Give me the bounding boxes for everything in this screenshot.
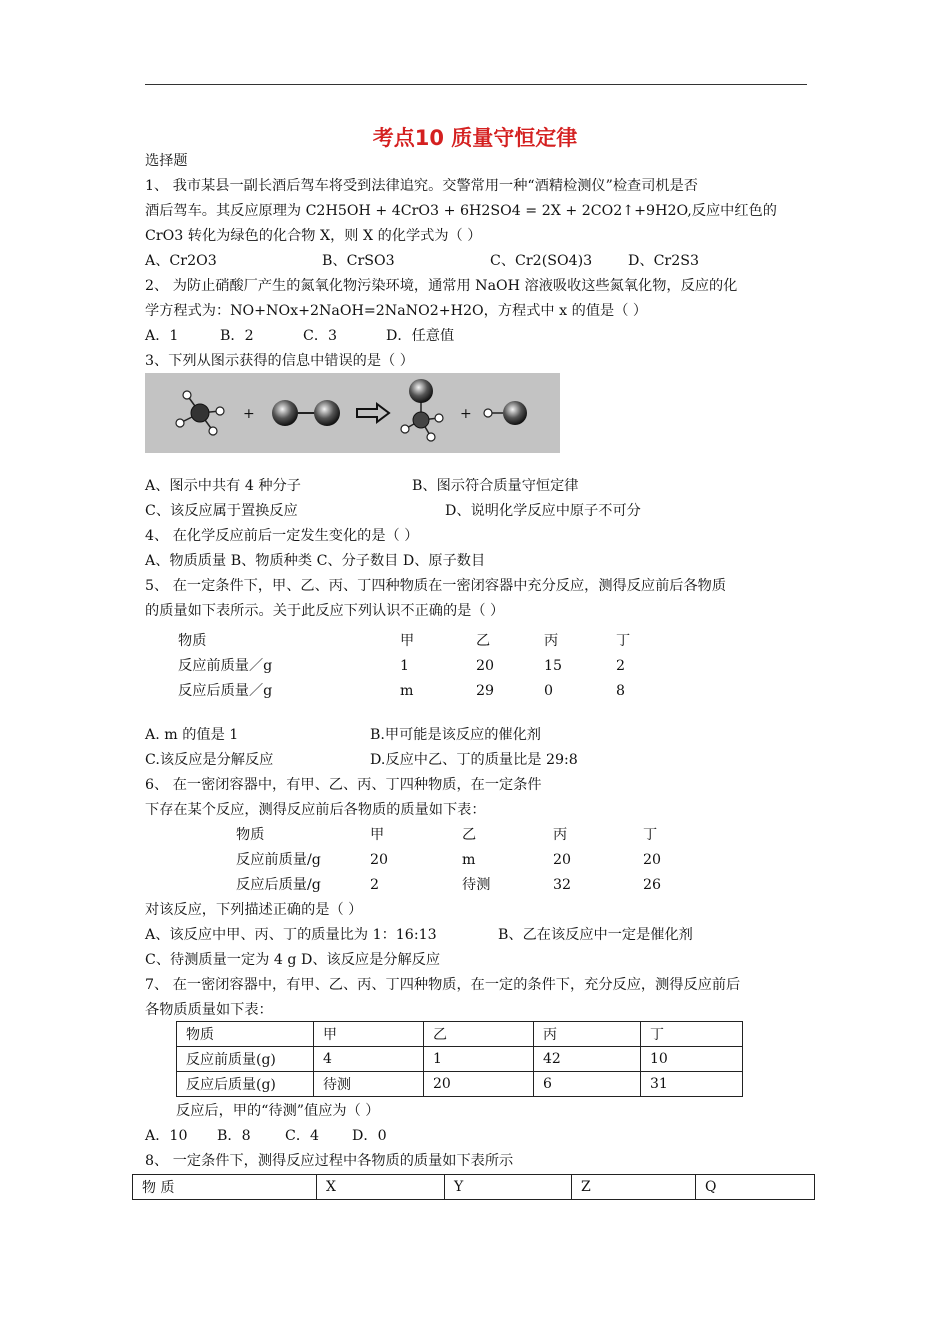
molecule-reaction-diagram — [145, 373, 560, 453]
q5-line1: 5、 在一定条件下，甲、乙、丙、丁四种物质在一密闭容器中充分反应，测得反应前后各物质 — [145, 578, 727, 594]
svg-text:+: + — [460, 406, 472, 422]
table-cell: 物质 — [178, 633, 207, 649]
q6-options-cd: C、待测质量一定为 4 g D、该反应是分解反应 — [145, 952, 441, 968]
q1-line1: 1、 我市某县一副长酒后驾车将受到法律追究。交警常用一种“酒精检测仪”检查司机是否 — [145, 178, 698, 194]
q3-option-a: A、图示中共有 4 种分子 — [145, 478, 301, 494]
q5-option-a: A. m 的值是 1 — [145, 727, 239, 743]
table-cell: 物质 — [236, 827, 265, 843]
table-cell: 丙 — [544, 633, 559, 649]
table-cell: 丁 — [641, 1022, 743, 1047]
table-cell: 6 — [534, 1072, 641, 1097]
table-cell: 2 — [616, 658, 626, 674]
table-cell: 乙 — [462, 827, 477, 843]
q1-option-c: C、Cr2(SO4)3 — [490, 253, 593, 269]
q6-option-b: B、乙在该反应中一定是催化剂 — [498, 927, 693, 943]
q7-line3: 反应后，甲的“待测”值应为（ ） — [176, 1103, 380, 1119]
table-cell: 反应前质量/g — [236, 852, 321, 868]
table-row — [177, 1022, 743, 1047]
table-cell: 物 质 — [133, 1175, 317, 1200]
table-cell: 2 — [370, 877, 380, 893]
table-cell: 待测 — [462, 877, 491, 893]
table-cell: 20 — [424, 1072, 534, 1097]
table-row — [177, 1072, 743, 1097]
table-cell: 乙 — [476, 633, 491, 649]
table-row — [133, 1175, 815, 1200]
q1-line2: 酒后驾车。其反应原理为 C2H5OH + 4CrO3 + 6H2SO4 = 2X + 2CO2↑+9H2O,反应中红色的 — [145, 203, 777, 219]
table-cell: 15 — [544, 658, 563, 674]
table-cell: 丙 — [553, 827, 568, 843]
table-cell: 31 — [641, 1072, 743, 1097]
table-cell: 甲 — [370, 827, 385, 843]
q6-line3: 对该反应，下列描述正确的是（ ） — [145, 902, 363, 918]
q6-line2: 下存在某个反应，测得反应前后各物质的质量如下表： — [145, 802, 486, 818]
table-cell: 32 — [553, 877, 572, 893]
q7-table — [176, 1021, 743, 1097]
table-cell: 4 — [314, 1047, 424, 1072]
table-cell: 反应后质量／g — [178, 683, 273, 699]
q2-option-c: C．3 — [303, 328, 338, 344]
table-cell: 1 — [424, 1047, 534, 1072]
table-cell: 反应后质量(g) — [177, 1072, 314, 1097]
q1-option-a: A、Cr2O3 — [145, 253, 217, 269]
table-cell: 10 — [641, 1047, 743, 1072]
q5-option-b: B.甲可能是该反应的催化剂 — [370, 727, 541, 743]
q7-option-c: C．4 — [285, 1128, 320, 1144]
table-cell: 待测 — [314, 1072, 424, 1097]
q7-option-d: D．0 — [352, 1128, 387, 1144]
q1-option-d: D、Cr2S3 — [628, 253, 699, 269]
q7-option-b: B．8 — [217, 1128, 251, 1144]
table-cell: 29 — [476, 683, 495, 699]
q4-stem: 4、 在化学反应前后一定发生变化的是（ ） — [145, 528, 419, 544]
q3-stem: 3、下列从图示获得的信息中错误的是（ ） — [145, 353, 414, 369]
table-cell: 26 — [643, 877, 662, 893]
table-cell: m — [400, 683, 414, 699]
table-cell: 20 — [476, 658, 495, 674]
table-row — [177, 1047, 743, 1072]
q7-option-a: A．10 — [145, 1128, 188, 1144]
table-cell: 甲 — [314, 1022, 424, 1047]
table-cell: 甲 — [400, 633, 415, 649]
table-cell: 丁 — [643, 827, 658, 843]
q1-line3: CrO3 转化为绿色的化合物 X，则 X 的化学式为（ ） — [145, 228, 482, 244]
table-cell: 反应前质量(g) — [177, 1047, 314, 1072]
table-cell: Q — [696, 1175, 815, 1200]
table-cell: m — [462, 852, 476, 868]
table-cell: 丁 — [616, 633, 631, 649]
table-cell: 丙 — [534, 1022, 641, 1047]
q2-option-b: B．2 — [220, 328, 254, 344]
q8-stem: 8、 一定条件下，测得反应过程中各物质的质量如下表所示 — [145, 1153, 514, 1169]
table-cell: 20 — [370, 852, 389, 868]
q7-line2: 各物质质量如下表： — [145, 1002, 273, 1018]
table-cell: 反应前质量／g — [178, 658, 273, 674]
table-cell: 反应后质量/g — [236, 877, 321, 893]
table-cell: X — [317, 1175, 445, 1200]
q3-option-b: B、图示符合质量守恒定律 — [412, 478, 579, 494]
q5-line2: 的质量如下表所示。关于此反应下列认识不正确的是（ ） — [145, 603, 505, 619]
q6-option-a: A、该反应中甲、丙、丁的质量比为 1：16:13 — [145, 927, 437, 943]
table-cell: 乙 — [424, 1022, 534, 1047]
table-cell: 物质 — [177, 1022, 314, 1047]
table-cell: Z — [572, 1175, 696, 1200]
table-cell: 0 — [544, 683, 554, 699]
q3-option-d: D、说明化学反应中原子不可分 — [445, 503, 641, 519]
page-title: 考点10 质量守恒定律 — [372, 126, 578, 150]
q7-line1: 7、 在一密闭容器中，有甲、乙、丙、丁四种物质，在一定的条件下，充分反应，测得反应前后 — [145, 977, 741, 993]
q2-option-a: A．1 — [145, 328, 179, 344]
q5-option-d: D.反应中乙、丁的质量比是 29:8 — [370, 752, 578, 768]
q2-option-d: D．任意值 — [386, 328, 455, 344]
table-cell: 20 — [643, 852, 662, 868]
svg-text:+: + — [243, 406, 255, 422]
table-cell: 20 — [553, 852, 572, 868]
q6-line1: 6、 在一密闭容器中，有甲、乙、丙、丁四种物质，在一定条件 — [145, 777, 542, 793]
table-cell: 8 — [616, 683, 626, 699]
header-rule — [145, 84, 807, 85]
q1-option-b: B、CrSO3 — [322, 253, 395, 269]
table-cell: 1 — [400, 658, 410, 674]
table-cell: Y — [445, 1175, 572, 1200]
section-heading: 选择题 — [145, 153, 188, 169]
q3-option-c: C、该反应属于置换反应 — [145, 503, 298, 519]
q4-options: A、物质质量 B、物质种类 C、分子数目 D、原子数目 — [145, 553, 486, 569]
q5-option-c: C.该反应是分解反应 — [145, 752, 274, 768]
q2-line1: 2、 为防止硝酸厂产生的氮氧化物污染环境，通常用 NaOH 溶液吸收这些氮氧化物，反应的化 — [145, 278, 738, 294]
q2-line2: 学方程式为：NO+NOx+2NaOH=2NaNO2+H2O，方程式中 x 的值是（ ） — [145, 303, 648, 319]
q8-table — [132, 1174, 815, 1200]
table-cell: 42 — [534, 1047, 641, 1072]
